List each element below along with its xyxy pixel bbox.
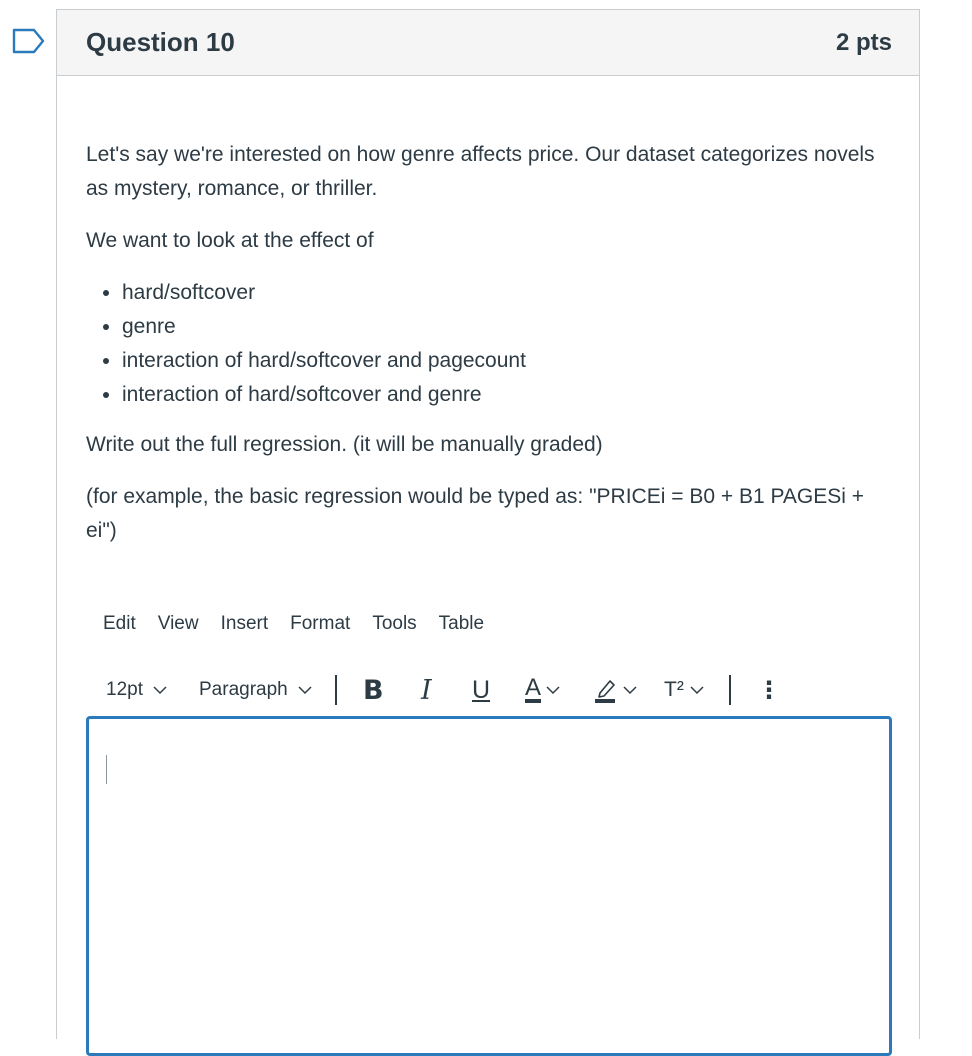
list-item: • interaction of hard/softcover and pagecount — [122, 344, 886, 378]
font-size-value: 12pt — [106, 679, 143, 700]
answer-editor[interactable] — [86, 716, 892, 1056]
more-icon: ⋮ — [757, 676, 781, 704]
text-color-button[interactable] — [525, 670, 561, 710]
menu-view[interactable]: View — [157, 613, 199, 634]
question-card — [56, 9, 920, 1039]
highlighter-icon — [594, 677, 618, 703]
underline-icon: U — [472, 675, 491, 704]
text-caret — [106, 755, 107, 784]
editor-toolbar — [106, 670, 786, 710]
underline-button[interactable] — [472, 670, 490, 710]
chevron-down-icon — [152, 685, 168, 695]
menu-edit[interactable]: Edit — [103, 613, 136, 634]
text-color-icon: A — [525, 674, 542, 701]
flag-question-icon[interactable] — [12, 28, 46, 54]
menu-format[interactable]: Format — [290, 613, 351, 634]
list-item: • hard/softcover — [122, 276, 886, 310]
toolbar-divider — [335, 675, 337, 705]
question-text — [86, 138, 886, 566]
list-item: • interaction of hard/softcover and genre — [122, 378, 886, 412]
superscript-button[interactable] — [664, 670, 705, 710]
superscript-icon: T² — [664, 678, 684, 701]
editor-menubar — [103, 613, 484, 635]
bold-icon: B — [363, 674, 384, 706]
italic-button[interactable] — [421, 670, 432, 710]
question-paragraph: (for example, the basic regression would be typed as: "PRICEi = B0 + B1 PAGESi + ei") — [86, 485, 865, 542]
more-options-button[interactable] — [757, 670, 781, 710]
bold-button[interactable] — [363, 670, 384, 710]
italic-icon: I — [421, 674, 432, 706]
menu-tools[interactable]: Tools — [372, 613, 417, 634]
menu-table[interactable]: Table — [438, 613, 485, 634]
effects-list — [86, 276, 886, 412]
chevron-down-icon — [545, 685, 561, 695]
question-header — [57, 10, 919, 76]
highlight-color-button[interactable] — [594, 670, 638, 710]
toolbar-divider — [729, 675, 731, 705]
block-format-dropdown[interactable] — [199, 670, 313, 710]
question-paragraph: Let's say we're interested on how genre affects price. Our dataset categorizes novels as mystery, romance, or thriller. — [86, 143, 875, 200]
question-paragraph: We want to look at the effect of — [86, 229, 374, 252]
question-points: 2 pts — [835, 29, 892, 56]
chevron-down-icon — [297, 685, 313, 695]
question-paragraph: Write out the full regression. (it will be manually graded) — [86, 433, 603, 456]
chevron-down-icon — [622, 685, 638, 695]
question-title: Question 10 — [86, 27, 235, 57]
list-item: • genre — [122, 310, 886, 344]
menu-insert[interactable]: Insert — [220, 613, 269, 634]
chevron-down-icon — [689, 685, 705, 695]
block-format-value: Paragraph — [199, 679, 288, 700]
font-size-dropdown[interactable] — [106, 670, 168, 710]
